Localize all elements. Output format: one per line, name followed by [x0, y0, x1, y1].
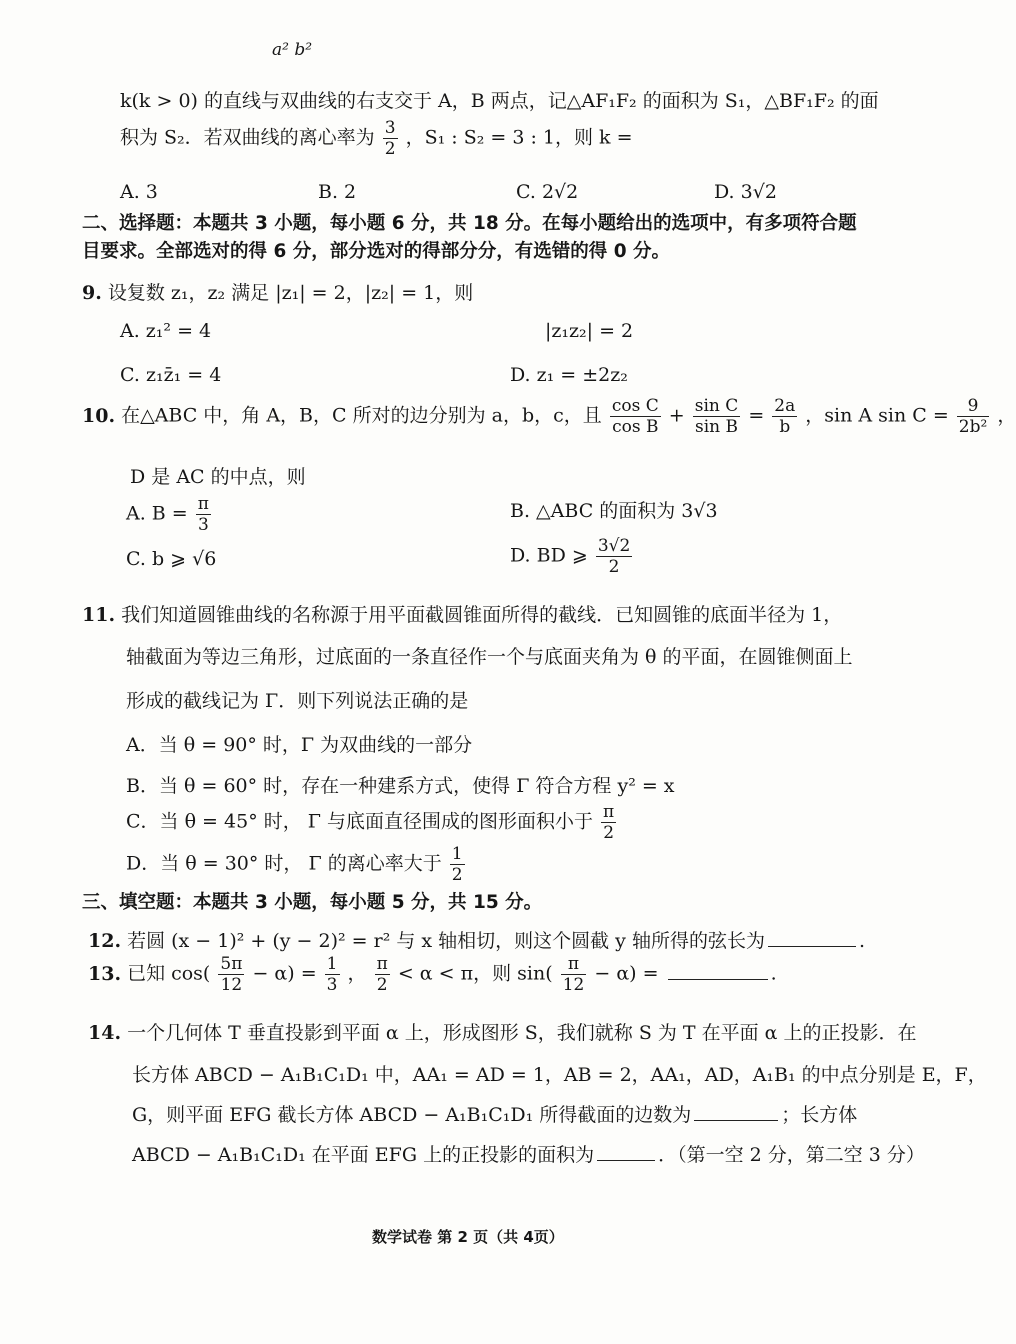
- q8-option-d: D. 3√2: [714, 181, 777, 203]
- eccentricity-fraction: $\frac{3}{2}$: [384, 118, 396, 159]
- q14-line1: 14. 一个几何体 T 垂直投影到平面 α 上，形成图形 S，我们就称 S 为 T 在平面 α 上的正投影．在: [88, 1022, 917, 1044]
- q8-option-c: C. 2√2: [516, 181, 579, 203]
- section3-heading: 三、填空题：本题共 3 小题，每小题 5 分，共 15 分。: [82, 892, 543, 913]
- q10-line2: D 是 AC 的中点，则: [130, 466, 306, 488]
- q14-answer-blank-1[interactable]: [694, 1119, 778, 1121]
- q9-option-d: D. z₁ = ±2z₂: [510, 364, 628, 386]
- q9-stem: 9. 设复数 z₁，z₂ 满足 |z₁| = 2，|z₂| = 1，则: [82, 282, 474, 304]
- q11-option-d: D．当 θ = 30° 时， Γ 的离心率大于 $\frac{1}{2}$: [126, 844, 463, 885]
- page-footer: 数学试卷 第 2 页（共 4页）: [372, 1228, 564, 1246]
- q13-answer-blank[interactable]: [668, 978, 768, 980]
- q11-option-c: C．当 θ = 45° 时， Γ 与底面直径围成的图形面积小于 $\frac{\pi}{2}$: [126, 802, 615, 843]
- q8-option-a: A. 3: [120, 181, 158, 203]
- q14-line2: 长方体 ABCD − A₁B₁C₁D₁ 中，AA₁ = AD = 1，AB = 2，AA₁，AD，A₁B₁ 的中点分别是 E，F，: [132, 1064, 987, 1086]
- q11-option-a: A．当 θ = 90° 时，Γ 为双曲线的一部分: [126, 734, 473, 756]
- q10-option-b: B. △ABC 的面积为 3√3: [510, 500, 718, 522]
- q8-option-b: B. 2: [318, 181, 357, 203]
- q14-line3: G，则平面 EFG 截长方体 ABCD − A₁B₁C₁D₁ 所得截面的边数为 ；长方体: [132, 1104, 858, 1126]
- q14-answer-blank-2[interactable]: [597, 1159, 655, 1161]
- q11-line2: 轴截面为等边三角形，过底面的一条直径作一个与底面夹角为 θ 的平面，在圆锥侧面上: [126, 646, 853, 668]
- q8-line1: k(k > 0) 的直线与双曲线的右支交于 A，B 两点，记△AF₁F₂ 的面积为 S₁，△BF₁F₂ 的面: [120, 90, 879, 112]
- q9-option-c: C. z₁z̄₁ = 4: [120, 364, 222, 386]
- q11-line3: 形成的截线记为 Γ．则下列说法正确的是: [126, 690, 469, 712]
- section2-line1: 二、选择题：本题共 3 小题，每小题 6 分，共 18 分。在每小题给出的选项中，有多项符合题: [82, 213, 857, 234]
- q10-option-a: A. B = $\frac{\pi}{3}$: [126, 494, 209, 535]
- cut-off-fragment: a² b²: [272, 40, 313, 60]
- q9-option-a: A. z₁² = 4: [120, 320, 212, 342]
- q10-stem: 10. 在△ABC 中，角 A，B，C 所对的边分别为 a，b，c，且 $\frac{\text{cos C}}{\text{cos B}}$ + $\frac{\text{sin C}}{\text{sin B}}$ = $\frac{2a}{b}$ ，sin A sin C = $\frac{9}{\text{2b²}}$ ，: [82, 396, 1016, 437]
- q11-option-b: B．当 θ = 60° 时，存在一种建系方式，使得 Γ 符合方程 y² = x: [126, 775, 675, 797]
- q13: 13. 已知 cos( $\frac{5\pi}{12}$ − α) = $\frac{1}{3}$ ， $\frac{\pi}{2}$ < α < π，则 sin( $\frac{\pi}{12}$ − α) = .: [88, 954, 777, 995]
- section2-line2: 目要求。全部选对的得 6 分，部分选对的得部分分，有选错的得 0 分。: [82, 241, 671, 262]
- q10-option-c: C. b ⩾ √6: [126, 548, 217, 570]
- q9-option-b: |z₁z₂| = 2: [545, 320, 634, 342]
- q14-line4: ABCD − A₁B₁C₁D₁ 在平面 EFG 上的正投影的面积为 ．（第一空 2 分，第二空 3 分）: [132, 1144, 925, 1166]
- q10-option-d: D. BD ⩾ $\frac{3√2}{2}$: [510, 536, 631, 577]
- q12: 12. 若圆 (x − 1)² + (y − 2)² = r² 与 x 轴相切，则这个圆截 y 轴所得的弦长为 .: [88, 930, 866, 952]
- q8-line2: 积为 S₂．若双曲线的离心率为 $\frac{3}{2}$ ，S₁ : S₂ = 3 : 1，则 k =: [120, 118, 633, 159]
- q12-answer-blank[interactable]: [768, 945, 856, 947]
- q11-line1: 11. 我们知道圆锥曲线的名称源于用平面截圆锥面所得的截线．已知圆锥的底面半径为 1，: [82, 604, 843, 626]
